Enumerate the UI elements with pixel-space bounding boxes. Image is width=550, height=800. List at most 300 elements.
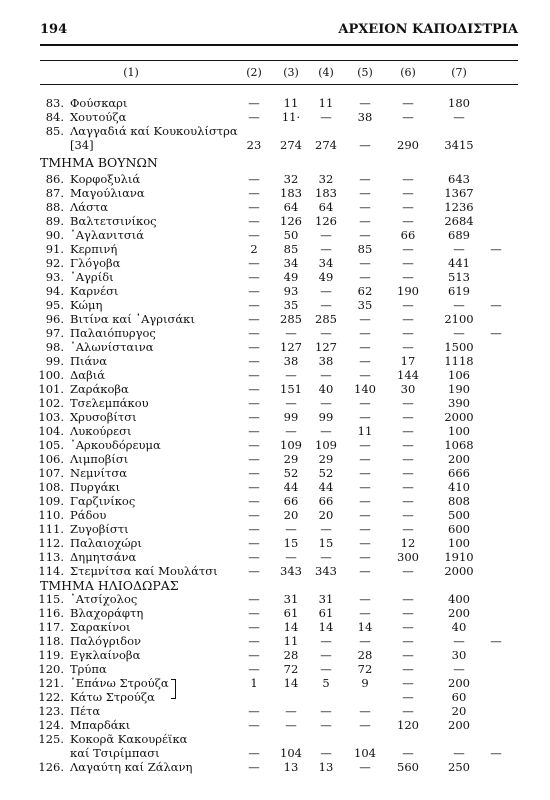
cell-col-3: 126 — [280, 214, 302, 228]
row-number: 116. — [38, 606, 64, 620]
place-name: Λιμποβίσι — [70, 452, 129, 466]
cell-extra: — — [490, 242, 502, 256]
table-row — [0, 564, 550, 578]
cell-col-3: 15 — [283, 536, 299, 550]
cell-col-3: — — [285, 718, 297, 732]
cell-col-5: — — [359, 508, 371, 522]
cell-col-6: 120 — [397, 718, 419, 732]
cell-col-7: — — [453, 746, 465, 760]
place-name: Πέτα — [70, 704, 101, 718]
cell-col-7: 1910 — [444, 550, 474, 564]
place-name: ᾽Ατσίχολος — [70, 592, 138, 606]
row-number: 83. — [45, 96, 64, 110]
cell-col-3: 274 — [280, 138, 302, 152]
table-row — [0, 466, 550, 480]
table-row — [0, 480, 550, 494]
cell-col-6: 12 — [400, 536, 416, 550]
row-number: 88. — [45, 200, 64, 214]
cell-col-2: — — [248, 550, 260, 564]
table-row — [0, 424, 550, 438]
cell-col-7: 390 — [448, 396, 470, 410]
cell-col-4: 99 — [318, 410, 334, 424]
cell-col-6: — — [402, 340, 414, 354]
column-header-5: (5) — [357, 66, 373, 79]
cell-col-6: — — [402, 200, 414, 214]
place-name: Σαρακίνοι — [70, 620, 131, 634]
header-rule — [40, 44, 518, 46]
cell-col-3: — — [285, 550, 297, 564]
table-row — [0, 732, 550, 746]
cell-col-2: 2 — [250, 242, 258, 256]
cell-col-7: 619 — [448, 284, 470, 298]
table-row — [0, 746, 550, 760]
table-row — [0, 256, 550, 270]
cell-col-2: — — [248, 200, 260, 214]
cell-col-2: — — [248, 620, 260, 634]
row-number: 110. — [38, 508, 64, 522]
cell-col-6: — — [402, 312, 414, 326]
column-header-6: (6) — [400, 66, 416, 79]
cell-col-6: 300 — [397, 550, 419, 564]
cell-col-3: 127 — [280, 340, 302, 354]
column-header-3: (3) — [283, 66, 299, 79]
cell-col-3: 35 — [283, 298, 299, 312]
row-number: 111. — [38, 522, 64, 536]
cell-col-4: 61 — [318, 606, 334, 620]
cell-col-5: — — [359, 410, 371, 424]
cell-col-6: — — [402, 592, 414, 606]
cell-col-4: — — [320, 396, 332, 410]
row-number: 120. — [38, 662, 64, 676]
place-name: Κάτω Στρούζα — [70, 690, 155, 704]
cell-col-7: 100 — [448, 536, 470, 550]
cell-col-7: 106 — [448, 368, 470, 382]
place-name: Παλόγριδον — [70, 634, 141, 648]
cell-col-3: — — [285, 368, 297, 382]
cell-col-7: 1500 — [444, 340, 474, 354]
row-number: 84. — [45, 110, 64, 124]
place-name: Εγκλαίνοβα — [70, 648, 141, 662]
cell-col-4: — — [320, 746, 332, 760]
cell-col-4: 343 — [315, 564, 337, 578]
cell-col-2: — — [248, 536, 260, 550]
cell-col-7: — — [453, 298, 465, 312]
place-name: ᾽Επάνω Στρούζα — [70, 676, 169, 690]
cell-col-3: 44 — [283, 480, 299, 494]
cell-col-4: 126 — [315, 214, 337, 228]
place-name: ᾽Αλωνίσταινα — [70, 340, 154, 354]
cell-col-3: — — [285, 704, 297, 718]
cell-col-2: 1 — [250, 676, 258, 690]
cell-col-3: 109 — [280, 438, 302, 452]
cell-col-6: 17 — [400, 354, 416, 368]
table-row — [0, 704, 550, 718]
place-name: Νεμνίτσα — [70, 466, 127, 480]
place-name: Ζυγοβίστι — [70, 522, 129, 536]
cell-col-4: — — [320, 298, 332, 312]
cell-col-4: 20 — [318, 508, 334, 522]
cell-col-6: — — [402, 564, 414, 578]
cell-col-5: 28 — [357, 648, 373, 662]
cell-col-7: — — [453, 326, 465, 340]
cell-col-6: — — [402, 466, 414, 480]
place-name: Στεμνίτσα καί Μουλάτσι — [70, 564, 218, 578]
cell-col-2: — — [248, 480, 260, 494]
cell-col-5: — — [359, 480, 371, 494]
cell-col-6: — — [402, 410, 414, 424]
cell-col-2: — — [248, 508, 260, 522]
cell-col-7: 600 — [448, 522, 470, 536]
table-row — [0, 690, 550, 704]
cell-col-7: 400 — [448, 592, 470, 606]
cell-col-5: — — [359, 634, 371, 648]
cell-col-5: — — [359, 564, 371, 578]
cell-col-2: — — [248, 704, 260, 718]
cell-col-3: 93 — [283, 284, 299, 298]
row-number: 113. — [38, 550, 64, 564]
cell-col-6: — — [402, 634, 414, 648]
cell-col-6: — — [402, 396, 414, 410]
cell-col-6: — — [402, 172, 414, 186]
cell-col-5: — — [359, 340, 371, 354]
cell-col-5: 104 — [354, 746, 376, 760]
cell-extra: — — [490, 326, 502, 340]
place-name: Βαλτετσινίκος — [70, 214, 157, 228]
place-name: ᾽Αρκουδόρευμα — [70, 438, 161, 452]
cell-col-5: — — [359, 536, 371, 550]
cell-col-7: 643 — [448, 172, 470, 186]
cell-col-2: — — [248, 354, 260, 368]
cell-col-6: — — [402, 270, 414, 284]
place-name: Βλαχοράφτη — [70, 606, 144, 620]
cell-col-7: — — [453, 242, 465, 256]
cell-col-7: — — [453, 634, 465, 648]
cell-col-7: — — [453, 110, 465, 124]
place-name: Γλόγοβα — [70, 256, 121, 270]
cell-col-3: 31 — [283, 592, 299, 606]
cell-col-5: — — [359, 494, 371, 508]
row-number: 93. — [45, 270, 64, 284]
place-name: Τρύπα — [70, 662, 107, 676]
cell-col-4: 66 — [318, 494, 334, 508]
place-name: Ζαράκοβα — [70, 382, 129, 396]
cell-col-5: — — [359, 550, 371, 564]
cell-col-6: — — [402, 676, 414, 690]
page-header — [40, 22, 518, 40]
cell-col-3: 66 — [283, 494, 299, 508]
cell-col-7: 100 — [448, 424, 470, 438]
table-row — [0, 298, 550, 312]
table-row — [0, 396, 550, 410]
cell-col-7: 513 — [448, 270, 470, 284]
row-number: 118. — [38, 634, 64, 648]
cell-col-3: — — [285, 326, 297, 340]
cell-col-5: — — [359, 704, 371, 718]
column-header-2: (2) — [246, 66, 262, 79]
cell-col-3: 14 — [283, 676, 299, 690]
table-row — [0, 494, 550, 508]
cell-col-2: — — [248, 452, 260, 466]
cell-col-5: — — [359, 186, 371, 200]
row-number: 89. — [45, 214, 64, 228]
cell-col-4: 40 — [318, 382, 334, 396]
place-name: Παλαιόπυργος — [70, 326, 156, 340]
cell-col-6: — — [402, 438, 414, 452]
cell-col-5: 62 — [357, 284, 373, 298]
cell-extra: — — [490, 634, 502, 648]
cell-col-5: 38 — [357, 110, 373, 124]
table-row — [0, 242, 550, 256]
cell-col-5: — — [359, 396, 371, 410]
cell-col-2: — — [248, 648, 260, 662]
row-number: 85. — [45, 124, 64, 138]
cell-col-2: — — [248, 382, 260, 396]
cell-col-6: — — [402, 480, 414, 494]
column-header-7: (7) — [451, 66, 467, 79]
cell-col-5: — — [359, 270, 371, 284]
place-name: Φούσκαρι — [70, 96, 128, 110]
cell-col-7: 40 — [451, 620, 467, 634]
place-name: Λαγγαδιά καί Κουκουλίστρα — [70, 124, 238, 138]
table-row — [0, 200, 550, 214]
cell-col-4: 5 — [322, 676, 330, 690]
cell-col-2: — — [248, 634, 260, 648]
table-row — [0, 550, 550, 564]
row-number: 91. — [45, 242, 64, 256]
cell-col-7: 1236 — [444, 200, 474, 214]
cell-col-7: 30 — [451, 648, 467, 662]
table-row — [0, 508, 550, 522]
cell-extra: — — [490, 746, 502, 760]
section-heading-iliodoras: ΤΜΗΜΑ ΗΛΙΟΔΩΡΑΣ — [40, 578, 179, 593]
table-row — [0, 312, 550, 326]
cell-col-7: 3415 — [444, 138, 474, 152]
cell-col-5: — — [359, 368, 371, 382]
table-row — [0, 214, 550, 228]
row-number: 106. — [38, 452, 64, 466]
cell-col-4: 127 — [315, 340, 337, 354]
cell-col-6: — — [402, 424, 414, 438]
cell-col-7: 180 — [448, 96, 470, 110]
cell-col-4: — — [320, 242, 332, 256]
cell-col-5: — — [359, 354, 371, 368]
page-number: 194 — [40, 22, 68, 37]
table-row — [0, 326, 550, 340]
cell-col-5: 11 — [357, 424, 373, 438]
grouping-brace — [171, 679, 176, 699]
cell-col-7: 190 — [448, 382, 470, 396]
cell-col-2: — — [248, 298, 260, 312]
cell-col-5: — — [359, 326, 371, 340]
cell-col-2: — — [248, 606, 260, 620]
cell-col-2: — — [248, 186, 260, 200]
cell-extra: — — [490, 298, 502, 312]
cell-col-6: 190 — [397, 284, 419, 298]
place-name: Κοκορᾶ Κακουρέϊκα — [70, 732, 188, 746]
cell-col-7: 2000 — [444, 410, 474, 424]
cell-col-7: 250 — [448, 760, 470, 774]
cell-col-3: — — [285, 396, 297, 410]
cell-col-7: 441 — [448, 256, 470, 270]
cell-col-2: — — [248, 466, 260, 480]
place-name: Πιάνα — [70, 354, 108, 368]
table-row — [0, 186, 550, 200]
row-number: 126. — [38, 760, 64, 774]
cell-col-3: — — [285, 522, 297, 536]
table-row — [0, 662, 550, 676]
cell-col-3: 28 — [283, 648, 299, 662]
table-row — [0, 536, 550, 550]
cell-col-4: — — [320, 284, 332, 298]
cell-col-2: — — [248, 662, 260, 676]
place-name: Πυργάκι — [70, 480, 121, 494]
cell-col-4: 49 — [318, 270, 334, 284]
row-number: 102. — [38, 396, 64, 410]
table-row — [0, 270, 550, 284]
cell-col-3: 99 — [283, 410, 299, 424]
column-header-rule — [40, 84, 518, 85]
cell-col-6: — — [402, 452, 414, 466]
cell-col-2: — — [248, 110, 260, 124]
row-number: 96. — [45, 312, 64, 326]
cell-col-5: — — [359, 606, 371, 620]
cell-col-7: 1367 — [444, 186, 474, 200]
place-name: Χρυσοβίτσι — [70, 410, 137, 424]
table-row — [0, 760, 550, 774]
cell-col-7: 2000 — [444, 564, 474, 578]
place-name: καί Τσιρίμπασι — [70, 746, 160, 760]
cell-col-4: — — [320, 704, 332, 718]
cell-col-7: 1118 — [444, 354, 474, 368]
cell-col-7: 2684 — [444, 214, 474, 228]
cell-col-2: — — [248, 522, 260, 536]
table-top-rule — [40, 60, 518, 61]
cell-col-6: — — [402, 214, 414, 228]
cell-col-7: 200 — [448, 676, 470, 690]
cell-col-2: — — [248, 424, 260, 438]
cell-col-5: — — [359, 438, 371, 452]
cell-col-6: — — [402, 508, 414, 522]
cell-col-6: — — [402, 746, 414, 760]
cell-col-5: 85 — [357, 242, 373, 256]
cell-col-4: 15 — [318, 536, 334, 550]
place-name: Μαγούλιανα — [70, 186, 145, 200]
row-number: 94. — [45, 284, 64, 298]
row-number: 123. — [38, 704, 64, 718]
cell-col-3: 151 — [280, 382, 302, 396]
cell-col-6: 560 — [397, 760, 419, 774]
cell-col-6: — — [402, 522, 414, 536]
cell-col-2: — — [248, 718, 260, 732]
cell-col-5: — — [359, 172, 371, 186]
table-row — [0, 382, 550, 396]
cell-col-4: — — [320, 522, 332, 536]
row-number: 87. — [45, 186, 64, 200]
cell-col-3: 13 — [283, 760, 299, 774]
cell-col-2: — — [248, 340, 260, 354]
cell-col-6: — — [402, 606, 414, 620]
place-name: Τσελεμπάκου — [70, 396, 149, 410]
place-name: Δημητσάνα — [70, 550, 137, 564]
cell-col-7: 410 — [448, 480, 470, 494]
cell-col-4: 14 — [318, 620, 334, 634]
place-name: [34] — [70, 138, 94, 152]
cell-col-4: 11 — [318, 96, 334, 110]
row-number: 101. — [38, 382, 64, 396]
cell-col-2: — — [248, 760, 260, 774]
row-number: 122. — [38, 690, 64, 704]
row-number: 90. — [45, 228, 64, 242]
table-row — [0, 354, 550, 368]
place-name: Κορφοξυλιά — [70, 172, 141, 186]
place-name: Παλαιοχώρι — [70, 536, 142, 550]
cell-col-6: — — [402, 648, 414, 662]
cell-col-6: — — [402, 242, 414, 256]
cell-col-4: — — [320, 550, 332, 564]
cell-col-4: — — [320, 424, 332, 438]
cell-col-6: — — [402, 298, 414, 312]
cell-col-5: — — [359, 452, 371, 466]
cell-col-3: 11· — [281, 110, 301, 124]
cell-col-2: — — [248, 592, 260, 606]
cell-col-4: — — [320, 648, 332, 662]
cell-col-6: — — [402, 690, 414, 704]
cell-col-4: 31 — [318, 592, 334, 606]
cell-col-6: — — [402, 326, 414, 340]
row-number: 105. — [38, 438, 64, 452]
cell-col-5: — — [359, 228, 371, 242]
row-number: 86. — [45, 172, 64, 186]
table-row — [0, 438, 550, 452]
cell-col-5: 35 — [357, 298, 373, 312]
cell-col-6: — — [402, 186, 414, 200]
cell-col-4: — — [320, 662, 332, 676]
cell-col-2: — — [248, 312, 260, 326]
table-row — [0, 634, 550, 648]
row-number: 109. — [38, 494, 64, 508]
place-name: Ράδου — [70, 508, 107, 522]
cell-col-2: — — [248, 368, 260, 382]
cell-col-2: — — [248, 410, 260, 424]
cell-col-7: 666 — [448, 466, 470, 480]
row-number: 115. — [38, 592, 64, 606]
cell-col-4: 285 — [315, 312, 337, 326]
cell-col-5: — — [359, 466, 371, 480]
cell-col-3: 72 — [283, 662, 299, 676]
cell-col-3: 11 — [283, 634, 299, 648]
cell-col-4: — — [320, 368, 332, 382]
cell-col-2: — — [248, 96, 260, 110]
cell-col-4: 44 — [318, 480, 334, 494]
place-name: Κώμη — [70, 298, 103, 312]
row-number: 95. — [45, 298, 64, 312]
row-number: 125. — [38, 732, 64, 746]
row-number: 98. — [45, 340, 64, 354]
column-header-1: (1) — [123, 66, 139, 79]
cell-col-5: — — [359, 138, 371, 152]
cell-col-2: — — [248, 214, 260, 228]
table-row — [0, 452, 550, 466]
cell-col-6: — — [402, 494, 414, 508]
place-name: Λάστα — [70, 200, 109, 214]
cell-col-7: 200 — [448, 606, 470, 620]
table-row — [0, 620, 550, 634]
cell-col-7: 20 — [451, 704, 467, 718]
table-row — [0, 676, 550, 690]
cell-col-6: — — [402, 110, 414, 124]
cell-col-5: 72 — [357, 662, 373, 676]
table-row — [0, 606, 550, 620]
